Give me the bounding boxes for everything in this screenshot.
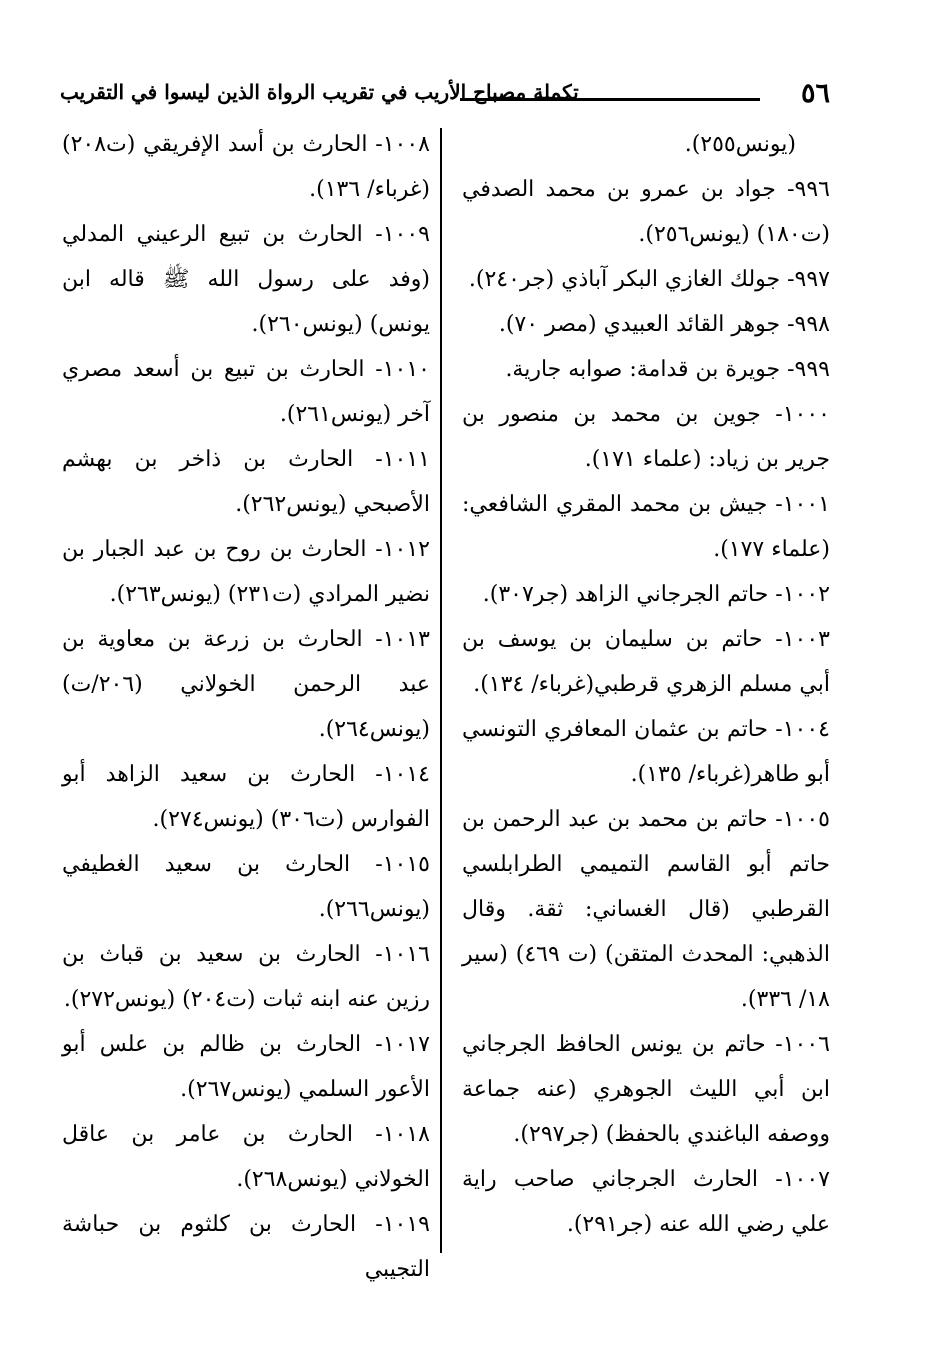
column-divider	[440, 128, 442, 1253]
entry-999: ٩٩٩- جويرة بن قدامة: صوابه جارية.	[505, 357, 830, 382]
entry-997: ٩٩٧- جولك الغازي البكر آباذي (جر٢٤٠).	[468, 267, 830, 292]
entry-1013: ١٠١٣- الحارث بن زرعة بن معاوية بن عبد الرحمن الخولاني (٢٠٦/ت) (يونس٢٦٤).	[62, 627, 430, 742]
entry-1006: ١٠٠٦- حاتم بن يونس الحافظ الجرجاني ابن أبي الليث الجوهري (عنه جماعة ووصفه الباغندي بالحفظ) (جر٢٩٧).	[462, 1032, 830, 1147]
right-column	[462, 122, 830, 1247]
entry-1015: ١٠١٥- الحارث بن سعيد الغطيفي (يونس٢٦٦).	[62, 852, 430, 922]
entry-1005: ١٠٠٥- حاتم بن محمد بن عبد الرحمن بن حاتم أبو القاسم التميمي الطرابلسي القرطبي (قال الغساني: ثقة. وقال الذهبي: المحدث المتقن) (ت ٤٦٩) (سير ١٨/ ٣٣٦).	[462, 807, 830, 1012]
entry-1017: ١٠١٧- الحارث بن ظالم بن علس أبو الأعور السلمي (يونس٢٦٧).	[62, 1032, 430, 1102]
entry-996: ٩٩٦- جواد بن عمرو بن محمد الصدفي (ت١٨٠) (يونس٢٥٦).	[462, 177, 830, 247]
entry-1008: ١٠٠٨- الحارث بن أسد الإفريقي (ت٢٠٨) (غرباء/ ١٣٦).	[62, 132, 430, 202]
entry-1002: ١٠٠٢- حاتم الجرجاني الزاهد (جر٣٠٧).	[482, 582, 830, 607]
page-number: ٥٦	[800, 78, 830, 109]
entry-1019: ١٠١٩- الحارث بن كلثوم بن حباشة التجيبي	[62, 1212, 430, 1282]
entry-1011: ١٠١١- الحارث بن ذاخر بن بهشم الأصبحي (يونس٢٦٢).	[62, 447, 430, 517]
entry-1009: ١٠٠٩- الحارث بن تبيع الرعيني المدلي (وفد على رسول الله ﷺ قاله ابن يونس) (يونس٢٦٠).	[62, 222, 430, 337]
entry-998: ٩٩٨- جوهر القائد العبيدي (مصر ٧٠).	[498, 312, 830, 337]
entry-1007: ١٠٠٧- الحارث الجرجاني صاحب راية علي رضي الله عنه (جر٢٩١).	[462, 1167, 830, 1237]
entry-continuation: (يونس٢٥٥).	[684, 132, 796, 157]
left-column	[62, 122, 430, 1292]
entry-1012: ١٠١٢- الحارث بن روح بن عبد الجبار بن نضير المرادي (ت٢٣١) (يونس٢٦٣).	[62, 537, 430, 607]
entry-1001: ١٠٠١- جيش بن محمد المقري الشافعي: (علماء ١٧٧).	[462, 492, 830, 562]
entry-1003: ١٠٠٣- حاتم بن سليمان بن يوسف بن أبي مسلم الزهري قرطبي(غرباء/ ١٣٤).	[462, 627, 830, 697]
entry-1004: ١٠٠٤- حاتم بن عثمان المعافري التونسي أبو طاهر(غرباء/ ١٣٥).	[462, 717, 830, 787]
entry-1018: ١٠١٨- الحارث بن عامر بن عاقل الخولاني (يونس٢٦٨).	[62, 1122, 430, 1192]
entry-1014: ١٠١٤- الحارث بن سعيد الزاهد أبو الفوارس (ت٣٠٦) (يونس٢٧٤).	[62, 762, 430, 832]
entry-1010: ١٠١٠- الحارث بن تبيع بن أسعد مصري آخر (يونس٢٦١).	[62, 357, 430, 427]
page-header	[60, 78, 840, 114]
entry-1016: ١٠١٦- الحارث بن سعيد بن قباث بن رزين عنه ابنه ثبات (ت٢٠٤) (يونس٢٧٢).	[62, 942, 430, 1012]
running-title: تكملة مصباح الأريب في تقريب الرواة الذين ليسوا في التقريب	[60, 80, 579, 104]
entry-1000: ١٠٠٠- جوين بن محمد بن منصور بن جرير بن زياد: (علماء ١٧١).	[462, 402, 830, 472]
